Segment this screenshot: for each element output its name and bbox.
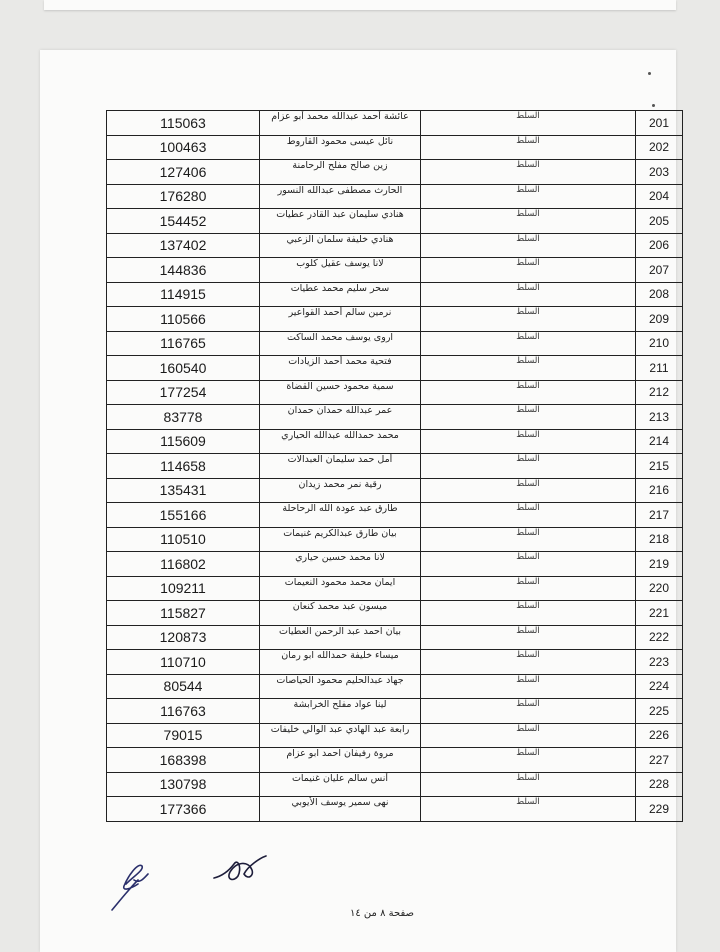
directorate-cell: السلط (421, 699, 636, 724)
code-cell: 116763 (107, 699, 260, 724)
code-cell: 110566 (107, 307, 260, 332)
name-cell: سحر سليم محمد عطيات (260, 282, 421, 307)
table-row (107, 454, 683, 479)
name-cell: بيان احمد عبد الرحمن العطيات (260, 625, 421, 650)
directorate-cell: السلط (421, 797, 636, 822)
row-number-cell: 211 (636, 356, 683, 381)
row-number-cell: 214 (636, 429, 683, 454)
row-number-cell: 213 (636, 405, 683, 430)
roster-table (106, 110, 683, 822)
table-row (107, 405, 683, 430)
row-number-cell: 216 (636, 478, 683, 503)
table-row (107, 797, 683, 822)
directorate-cell: السلط (421, 478, 636, 503)
row-number-cell: 229 (636, 797, 683, 822)
table-row (107, 625, 683, 650)
name-cell: ايمان محمد محمود النعيمات (260, 576, 421, 601)
speck-mark (652, 104, 655, 107)
directorate-cell: السلط (421, 772, 636, 797)
code-cell: 177254 (107, 380, 260, 405)
previous-page-edge (44, 0, 676, 10)
name-cell: بيان طارق عبدالكريم غنيمات (260, 527, 421, 552)
row-number-cell: 218 (636, 527, 683, 552)
row-number-cell: 212 (636, 380, 683, 405)
directorate-cell: السلط (421, 111, 636, 136)
document-page (40, 50, 676, 952)
table-row (107, 478, 683, 503)
row-number-cell: 221 (636, 601, 683, 626)
table-row (107, 135, 683, 160)
code-cell: 116765 (107, 331, 260, 356)
name-cell: محمد حمدالله عبدالله الحياري (260, 429, 421, 454)
directorate-cell: السلط (421, 184, 636, 209)
name-cell: ميساء خليفة حمدالله ابو رمان (260, 650, 421, 675)
table-row (107, 601, 683, 626)
name-cell: لينا عواد مفلح الخرابشة (260, 699, 421, 724)
directorate-cell: السلط (421, 160, 636, 185)
table-row (107, 331, 683, 356)
directorate-cell: السلط (421, 503, 636, 528)
directorate-cell: السلط (421, 307, 636, 332)
code-cell: 114658 (107, 454, 260, 479)
table-row (107, 307, 683, 332)
code-cell: 110710 (107, 650, 260, 675)
name-cell: نهى سمير يوسف الأيوبي (260, 797, 421, 822)
row-number-cell: 203 (636, 160, 683, 185)
row-number-cell: 227 (636, 748, 683, 773)
code-cell: 80544 (107, 674, 260, 699)
name-cell: أمل حمد سليمان العبدالات (260, 454, 421, 479)
row-number-cell: 220 (636, 576, 683, 601)
table-row (107, 160, 683, 185)
directorate-cell: السلط (421, 429, 636, 454)
name-cell: عائشة أحمد عبدالله محمد أبو عزام (260, 111, 421, 136)
name-cell: عمر عبدالله حمدان حمدان (260, 405, 421, 430)
row-number-cell: 202 (636, 135, 683, 160)
directorate-cell: السلط (421, 331, 636, 356)
code-cell: 79015 (107, 723, 260, 748)
directorate-cell: السلط (421, 748, 636, 773)
directorate-cell: السلط (421, 454, 636, 479)
row-number-cell: 208 (636, 282, 683, 307)
row-number-cell: 224 (636, 674, 683, 699)
table-row (107, 503, 683, 528)
name-cell: اروى يوسف محمد الساكت (260, 331, 421, 356)
code-cell: 83778 (107, 405, 260, 430)
row-number-cell: 228 (636, 772, 683, 797)
name-cell: نائل عيسى محمود القاروط (260, 135, 421, 160)
table-row (107, 282, 683, 307)
name-cell: فتحية محمد أحمد الزيادات (260, 356, 421, 381)
roster-table-body (107, 111, 683, 822)
directorate-cell: السلط (421, 405, 636, 430)
directorate-cell: السلط (421, 356, 636, 381)
table-row (107, 111, 683, 136)
row-number-cell: 209 (636, 307, 683, 332)
table-row (107, 772, 683, 797)
table-row (107, 552, 683, 577)
code-cell: 115827 (107, 601, 260, 626)
code-cell: 100463 (107, 135, 260, 160)
table-row (107, 258, 683, 283)
table-row (107, 184, 683, 209)
speck-mark (648, 72, 651, 75)
directorate-cell: السلط (421, 552, 636, 577)
row-number-cell: 201 (636, 111, 683, 136)
code-cell: 114915 (107, 282, 260, 307)
code-cell: 176280 (107, 184, 260, 209)
table-row (107, 576, 683, 601)
row-number-cell: 217 (636, 503, 683, 528)
name-cell: ميسون عبد محمد كنعان (260, 601, 421, 626)
directorate-cell: السلط (421, 625, 636, 650)
directorate-cell: السلط (421, 282, 636, 307)
signature-middle (208, 850, 278, 890)
code-cell: 127406 (107, 160, 260, 185)
code-cell: 144836 (107, 258, 260, 283)
table-row (107, 429, 683, 454)
directorate-cell: السلط (421, 258, 636, 283)
table-row (107, 209, 683, 234)
name-cell: رقية نمر محمد زيدان (260, 478, 421, 503)
table-row (107, 380, 683, 405)
code-cell: 155166 (107, 503, 260, 528)
row-number-cell: 205 (636, 209, 683, 234)
name-cell: سمية محمود حسين القضاة (260, 380, 421, 405)
row-number-cell: 223 (636, 650, 683, 675)
table-row (107, 748, 683, 773)
code-cell: 177366 (107, 797, 260, 822)
code-cell: 115063 (107, 111, 260, 136)
code-cell: 137402 (107, 233, 260, 258)
directorate-cell: السلط (421, 209, 636, 234)
name-cell: جهاد عبدالحليم محمود الحياصات (260, 674, 421, 699)
name-cell: طارق عبد عودة الله الرحاحلة (260, 503, 421, 528)
row-number-cell: 206 (636, 233, 683, 258)
name-cell: رابعة عبد الهادي عبد الوالي خليفات (260, 723, 421, 748)
table-row (107, 356, 683, 381)
row-number-cell: 225 (636, 699, 683, 724)
name-cell: لانا يوسف عقيل كلوب (260, 258, 421, 283)
table-row (107, 699, 683, 724)
table-row (107, 233, 683, 258)
table-row (107, 674, 683, 699)
table-row (107, 723, 683, 748)
directorate-cell: السلط (421, 650, 636, 675)
directorate-cell: السلط (421, 233, 636, 258)
code-cell: 154452 (107, 209, 260, 234)
code-cell: 109211 (107, 576, 260, 601)
code-cell: 120873 (107, 625, 260, 650)
signature-left (104, 854, 154, 914)
row-number-cell: 215 (636, 454, 683, 479)
row-number-cell: 204 (636, 184, 683, 209)
name-cell: نرمين سالم أحمد القواعير (260, 307, 421, 332)
directorate-cell: السلط (421, 601, 636, 626)
name-cell: الحارث مصطفى عبدالله النسور (260, 184, 421, 209)
code-cell: 116802 (107, 552, 260, 577)
code-cell: 135431 (107, 478, 260, 503)
code-cell: 160540 (107, 356, 260, 381)
name-cell: مروة رفيفان احمد ابو عزام (260, 748, 421, 773)
table-row (107, 527, 683, 552)
name-cell: هنادي سليمان عبد القادر عطيات (260, 209, 421, 234)
row-number-cell: 219 (636, 552, 683, 577)
table-row (107, 650, 683, 675)
row-number-cell: 222 (636, 625, 683, 650)
name-cell: زين صالح مفلح الرحامنة (260, 160, 421, 185)
directorate-cell: السلط (421, 723, 636, 748)
row-number-cell: 207 (636, 258, 683, 283)
name-cell: لانا محمد حسين حياري (260, 552, 421, 577)
directorate-cell: السلط (421, 135, 636, 160)
directorate-cell: السلط (421, 576, 636, 601)
directorate-cell: السلط (421, 527, 636, 552)
name-cell: هنادي خليفة سلمان الزعبي (260, 233, 421, 258)
name-cell: أنس سالم عليان غنيمات (260, 772, 421, 797)
code-cell: 168398 (107, 748, 260, 773)
directorate-cell: السلط (421, 380, 636, 405)
directorate-cell: السلط (421, 674, 636, 699)
row-number-cell: 210 (636, 331, 683, 356)
row-number-cell: 226 (636, 723, 683, 748)
code-cell: 115609 (107, 429, 260, 454)
code-cell: 130798 (107, 772, 260, 797)
code-cell: 110510 (107, 527, 260, 552)
page-footer: صفحة ٨ من ١٤ (350, 908, 414, 919)
